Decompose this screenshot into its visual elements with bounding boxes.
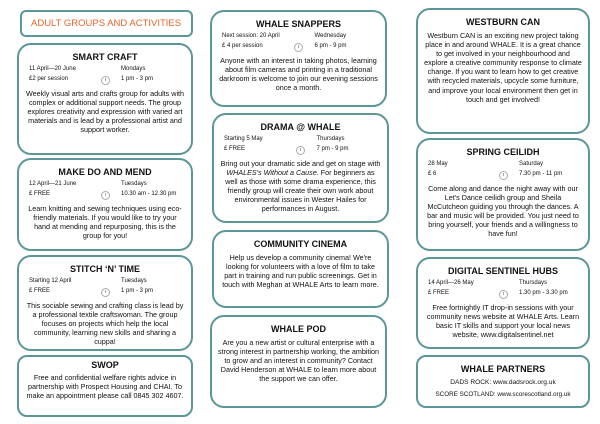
day: Wednesday [314,33,347,39]
card-title: COMMUNITY CINEMA [253,239,348,249]
clock-icon [101,76,110,85]
card-title: WHALE SNAPPERS [255,19,341,29]
clock-icon [296,146,305,155]
time: 6 pm - 9 pm [314,43,347,49]
dates: 12 April—21 June [29,181,77,187]
day: Tuesdays [121,181,147,187]
description: Free and confidential welfare rights advice in partnership with Prospect Housing and CHAI. To make an appointment please call 0845 302 4607. [26,373,184,401]
day: Thursdays [519,280,548,286]
dates: Starting 5 May [224,136,263,142]
time: 1 pm - 3 pm [121,76,154,82]
card-whale-snappers [210,10,387,107]
price: £ FREE [29,288,51,294]
card-smart-craft [17,43,193,155]
dates: Starting 12 April [29,278,72,284]
time: 10.30 am - 12.30 pm [121,191,177,197]
description [220,159,381,214]
description: Free fortnightly IT drop-in sessions with your community news website at WHALE Arts. Learn basic IT skills and support your local news website, www.digitalsentinel.net [426,303,580,340]
clock-icon [499,290,508,299]
card-community-cinema [212,230,389,308]
card-title: WHALE PARTNERS [460,364,546,374]
card-make-do-and-mend [17,158,193,251]
price: £ FREE [428,290,450,296]
show-title: WHALES's Without a Cause [226,168,317,178]
time: 1 pm - 3 pm [121,288,154,294]
description: Come along and dance the night away with our Let's Dance ceilidh group and Sheila McCutcheon guiding you through the dances. A bar and music will be provided. You just need to bring yourself, your friends and a willingness to have fun! [427,184,579,239]
dates: 28 May [428,161,448,167]
price: £ 6 [428,171,437,177]
dates: 11 April—20 June [29,66,76,72]
description: Anyone with an interest in taking photos, learning about film cameras and printing in a traditional darkroom is welcome to join our evening sessions once a month. [219,56,378,93]
partner-dads-rock: DADS ROCK: www.dadsrock.org.uk [450,379,556,386]
card-whale-partners [416,355,590,408]
clock-icon [101,191,110,200]
description: Help us develop a community cinema! We're looking for volunteers with a love of film to take part in training and run public screenings. Get in touch with Meghan at WHALE Arts to learn more. [222,253,379,290]
price: £2 per session [29,76,69,82]
day: Thursdays [316,136,345,142]
price: £ FREE [29,191,51,197]
page-header: ADULT GROUPS AND ACTIVITIES [20,10,193,37]
description-part: Bring out your dramatic side and get on stage with [220,159,381,168]
card-title: WHALE POD [271,324,326,334]
card-title: DIGITAL SENTINEL HUBS [447,266,558,276]
partner-score-scotland: SCORE SCOTLAND: www.scorescotland.org.uk [435,391,571,399]
card-title: MAKE DO AND MEND [58,167,152,177]
dates: 14 April—26 May [428,280,474,286]
card-title: SMART CRAFT [72,52,138,62]
time: 1.30 pm - 3.30 pm [519,290,568,296]
time: 7 pm - 9 pm [316,146,349,152]
card-title: WESTBURN CAN [466,17,540,27]
card-digital-sentinel-hubs [416,257,590,349]
card-stitch-n-time [17,255,193,351]
card-whale-pod [210,315,387,408]
price: £ 4 per session [222,43,263,49]
card-title: DRAMA @ WHALE [260,122,341,132]
day: Mondays [121,66,146,72]
card-title: SWOP [91,360,119,370]
dates: Next session: 20 April [222,33,280,39]
description: Westburn CAN is an exciting new project taking place in and around WHALE. It is a great chance to get involved in your neighbourhood and explore a creative community response to climate change. If you want to learn how to get creative with recycled materials, upcycle some furniture, and improve your local environment then get in touch and get involved! [424,31,582,104]
description: Learn knitting and sewing techniques using eco-friendly materials. If you would like to try your hand at mending and repurposing, this is the group for you! [28,204,182,241]
card-westburn-can [416,8,590,134]
card-title: SPRING CEILIDH [466,147,540,157]
day: Saturday [519,161,544,167]
clock-icon [101,288,110,297]
description: Weekly visual arts and crafts group for adults with complex or additional support needs. The group explores creativity and expression with varied art materials and is lead by a professional artist and support worker. [25,89,185,135]
day: Tuesdays [121,278,147,284]
description-part: . For beginners as well as those with some drama experience, this friendly group will create their own work about environmental issues in Wester Hailes for performances in August. [225,168,376,214]
card-swop [17,355,193,417]
card-drama [212,113,389,223]
card-title: STITCH ‘N’ TIME [69,264,140,274]
description: Are you a new artist or cultural enterprise with a strong interest in partnership working, the ambition to grow and an interest in community? Contact David Henderson at WHALE to learn more about the support we can offer. [218,338,380,384]
card-spring-ceilidh [416,138,590,251]
clock-icon [294,43,303,52]
time: 7.30 pm - 11 pm [519,171,563,177]
clock-icon [499,171,508,180]
description: This sociable sewing and crafting class is lead by a professional textile craftswoman. The group focuses on projects which help the local community, learning new skills and sharing a cuppa! [26,301,184,347]
price: £ FREE [224,146,246,152]
